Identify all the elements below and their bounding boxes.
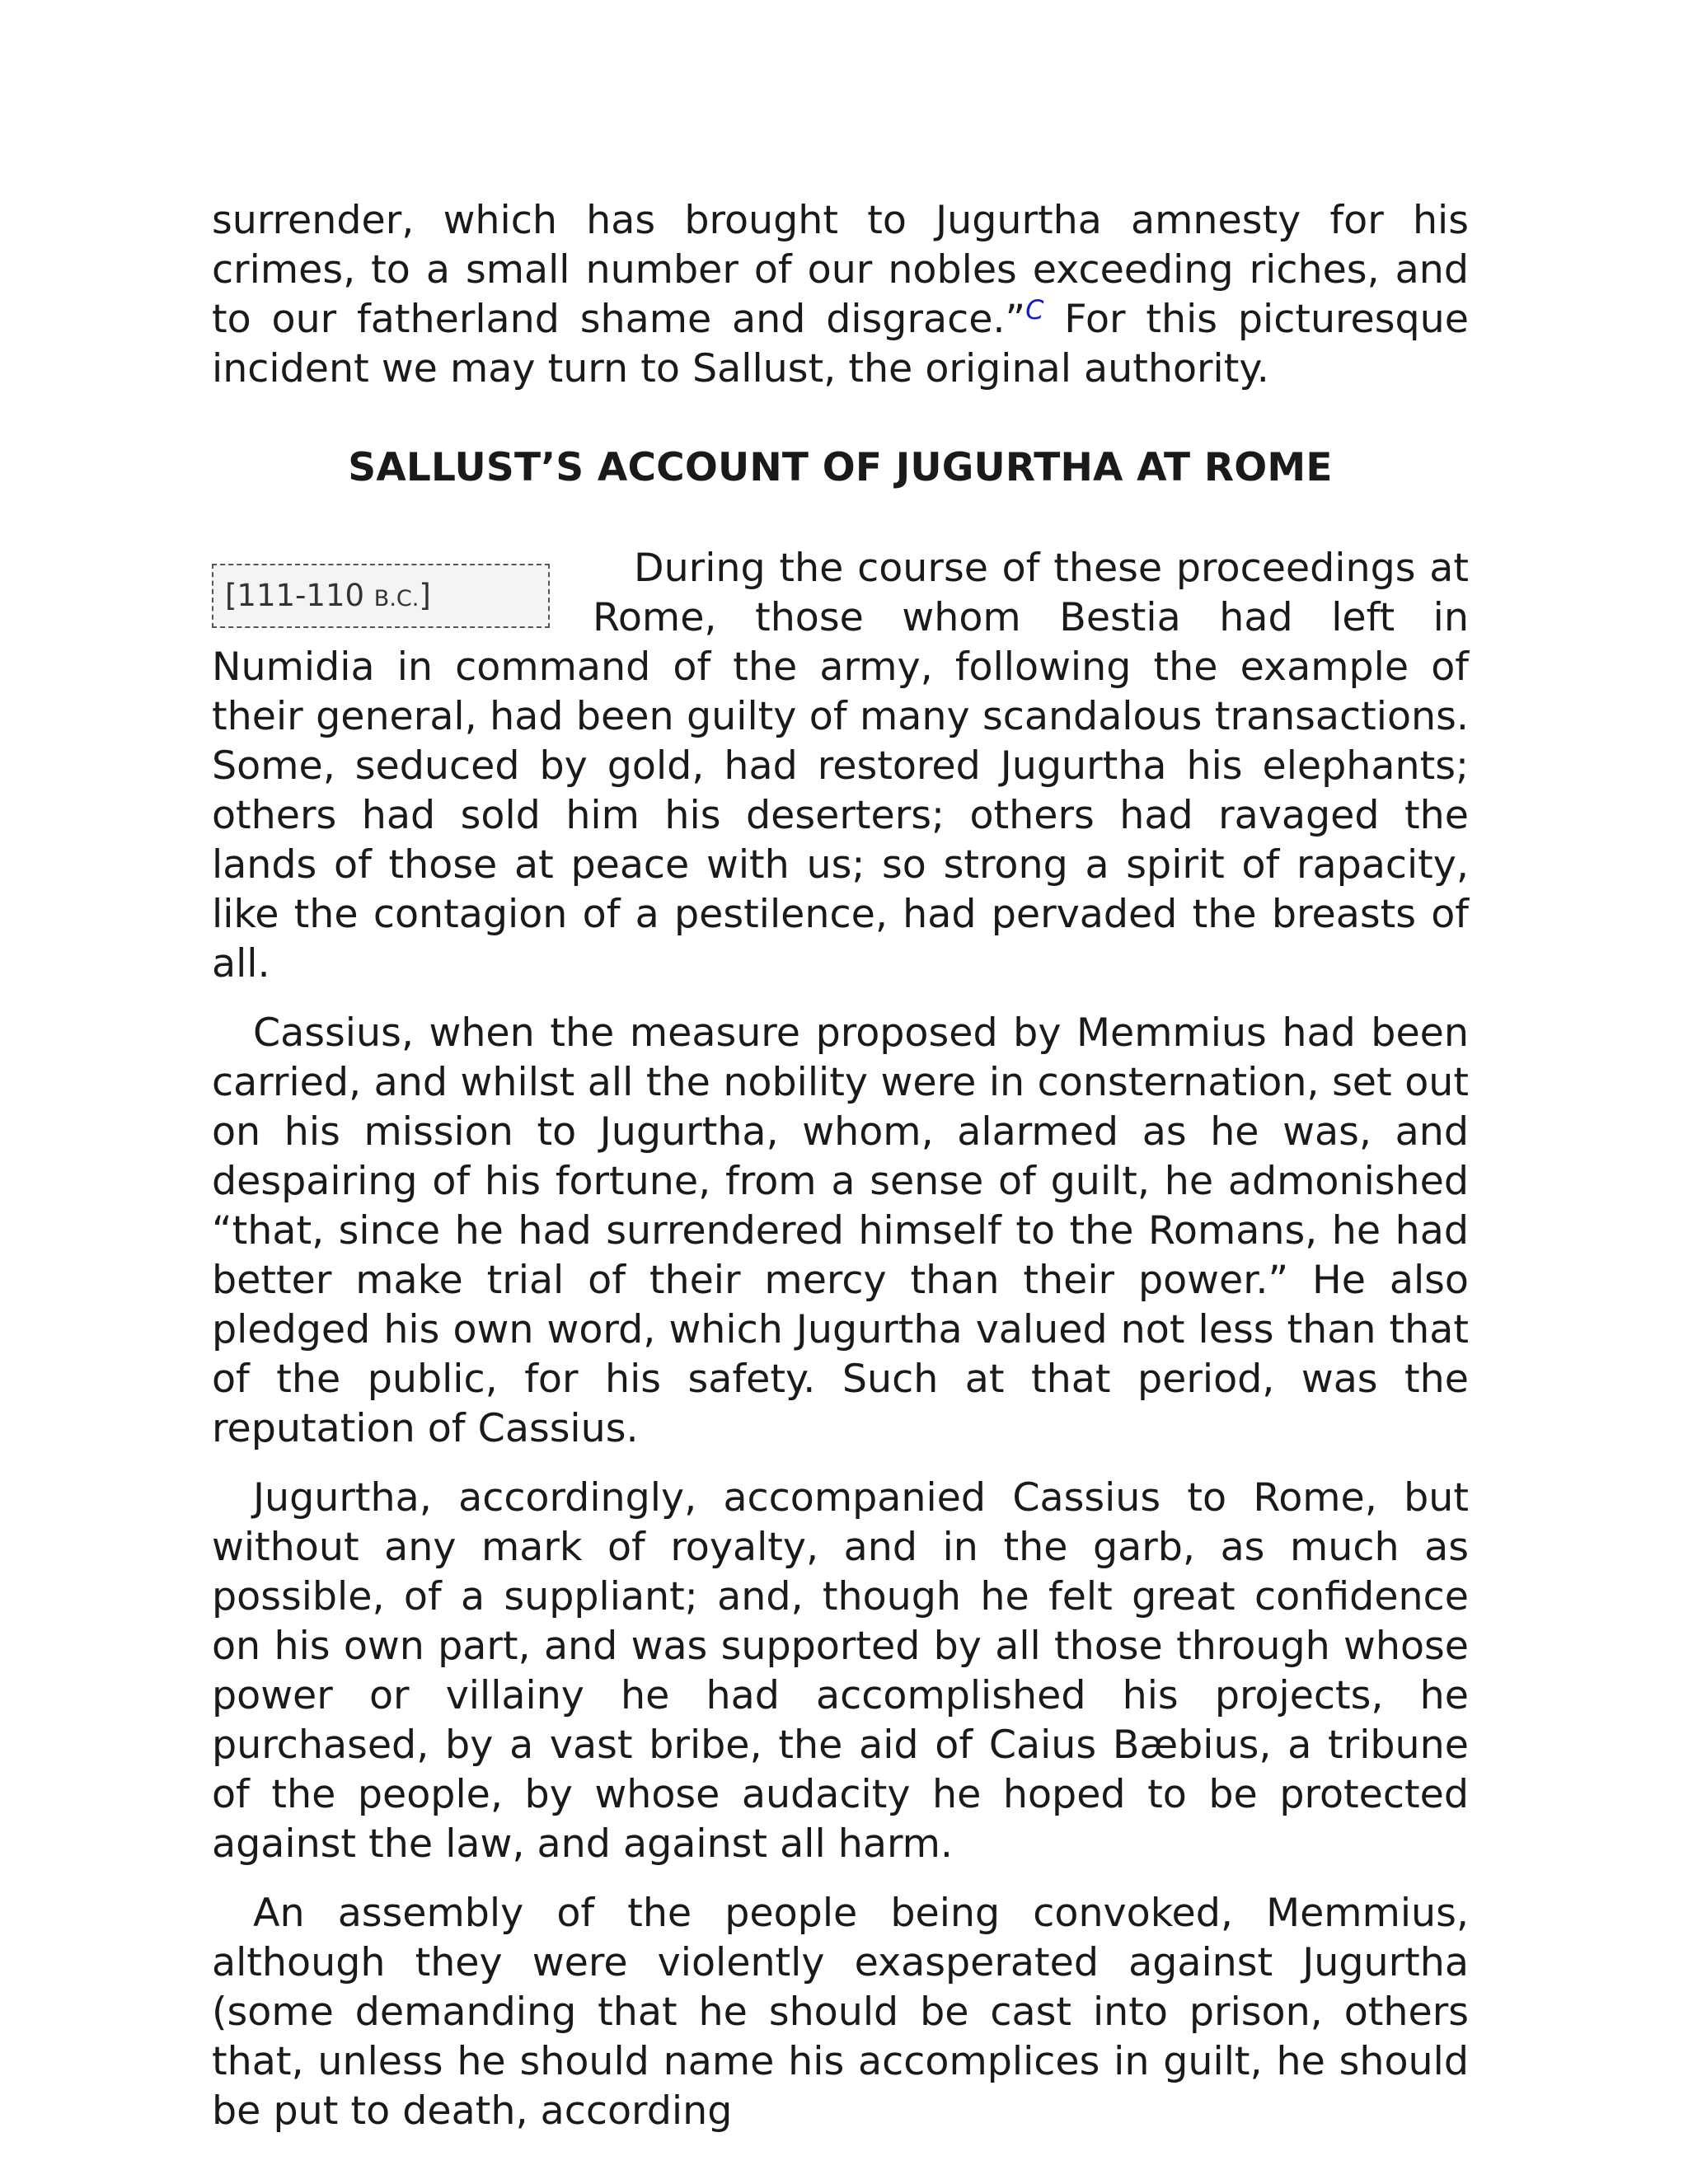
- opening-text-before-ref: surrender, which has brought to Jugurtha amnesty for his crimes, to a small number of our nobles exceeding riches, and to our fatherland shame and disgrace.”: [212, 198, 1469, 342]
- sidenote-close: ]: [419, 578, 431, 613]
- footnote-reference-link[interactable]: C: [1025, 294, 1044, 326]
- sidenote-era: B.C.: [373, 586, 420, 612]
- page-content: [212, 196, 1469, 2136]
- paragraph-cassius: Cassius, when the measure proposed by Memmius had been carried, and whilst all the nobility were in consternation, set out on his mission to Jugurtha, whom, alarmed as he was, and despairing of his fortune, from a sense of guilt, he admonished “that, since he had surrendered himself to the Romans, he had better make trial of their mercy than their power.” He also pledged his own word, which Jugurtha valued not less than that of the public, for his safety. Such at that period, was the reputation of Cassius.: [212, 1010, 1469, 1451]
- paragraph-jugurtha-rome: Jugurtha, accordingly, accompanied Cassius to Rome, but without any mark of royalty, and in the garb, as much as possible, of a suppliant; and, though he felt great confidence on his own part, and was supported by all those through whose power or villainy he had accomplished his projects, he purchased, by a vast bribe, the aid of Caius Bæbius, a tribune of the people, by whose audacity he hoped to be protected against the law, and against all harm.: [212, 1475, 1469, 1867]
- date-sidenote: [212, 564, 550, 628]
- paragraph-assembly: An assembly of the people being convoked, Memmius, although they were violently exasperated against Jugurtha (some demanding that he should be cast into prison, others that, unless he should name his accomplices in guilt, he should be put to death, according: [212, 1891, 1469, 2134]
- paragraph-numidia: During the course of these proceedings at Rome, those whom Bestia had left in Numidia in command of the army, following the example of their general, had been guilty of many scandalous transactions. Some, seduced by gold, had restored Jugurtha his elephants; others had sold him his deserters; others had ravaged the lands of those at peace with us; so strong a spirit of rapacity, like the contagion of a pestilence, had pervaded the breasts of all.: [212, 546, 1469, 987]
- opening-paragraph: [212, 196, 1469, 394]
- sidenote-open: [111-110: [225, 578, 374, 613]
- opening-text-after-ref: For this picturesque incident we may turn to Sallust, the original authority.: [212, 297, 1469, 391]
- section-heading: SALLUST’S ACCOUNT OF JUGURTHA AT ROME: [348, 445, 1333, 490]
